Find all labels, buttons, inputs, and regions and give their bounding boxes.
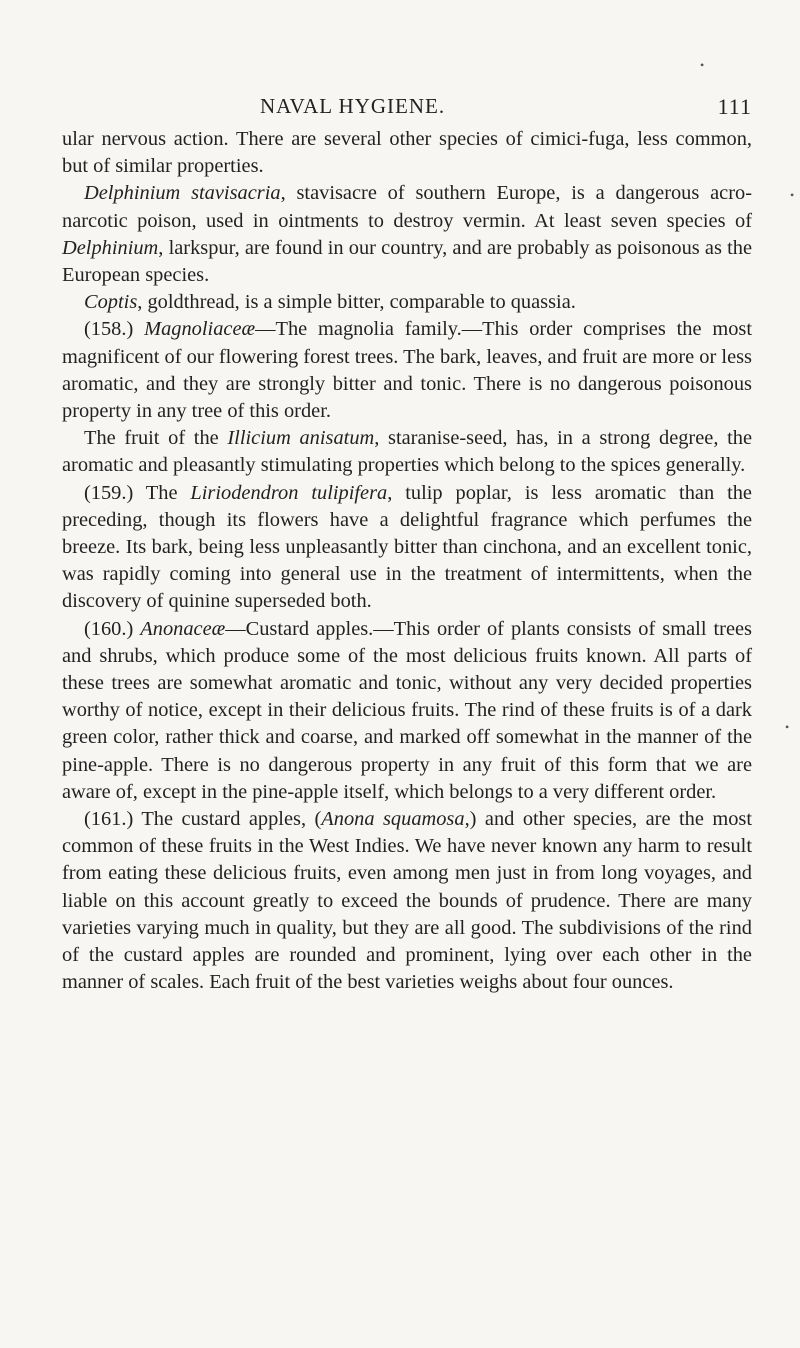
latin-name: Anona squamosa xyxy=(321,808,465,831)
latin-name: Magnoliaceæ xyxy=(144,318,256,341)
text-run: ,) and other species, are the most common of these fruits in the West Indies. We have never known any harm to result from eating these delicious fruits, even among men just in from long voyages, and liable on this account greatly to exceed the bounds of prudence. There are many varieties varying much in quality, but they are all good. The subdivisions of the rind of the custard apples are rounded and prominent, lying over each other in the manner of scales. Each fruit of the best varieties weighs about four ounces. xyxy=(62,808,752,994)
paragraph xyxy=(62,616,752,806)
paragraph xyxy=(62,126,752,180)
print-speck: • xyxy=(790,188,795,202)
paragraph xyxy=(62,180,752,289)
print-speck: • xyxy=(785,720,790,734)
paragraph xyxy=(62,316,752,425)
latin-name: Illicium anisatum xyxy=(227,427,375,450)
page-number: 111 xyxy=(717,94,752,119)
text-run: —The magnolia family.—This order comprises the most magnificent of our flowering forest trees. The bark, leaves, and fruit are more or less aromatic, and they are strongly bitter and tonic. There is no dangerous poisonous property in any tree of this order. xyxy=(62,318,752,423)
paragraph xyxy=(62,289,752,316)
text-run: , tulip poplar, is less aromatic than the preceding, though its flowers have a delightful fragrance which perfumes the breeze. Its bark, being less unpleasantly bitter than cinchona, and an excellent tonic, was rapidly coming into general use in the treatment of intermittents, when the discovery of quinine superseded both. xyxy=(62,481,752,613)
latin-name: Delphinium stavisacria xyxy=(84,182,281,205)
print-speck: • xyxy=(700,58,705,72)
latin-name: Liriodendron tulipifera xyxy=(190,481,388,504)
running-head xyxy=(62,92,752,126)
latin-name: Anonaceæ xyxy=(140,617,226,640)
text-run: , stavisacre of southern Europe, is a dangerous acro-narcotic poison, used in ointments to destroy vermin. At least seven species of xyxy=(62,182,752,232)
section-number: (160.) xyxy=(84,617,141,640)
text-run: , staranise-seed, has, in a strong degree, the aromatic and pleasantly stimulating properties which belong to the spices generally. xyxy=(62,427,753,477)
paragraph xyxy=(62,425,752,479)
section-number: (161.) The custard apples, ( xyxy=(84,808,322,831)
section-number: (159.) The xyxy=(84,481,191,504)
body-text xyxy=(62,126,752,997)
latin-name: Delphinium xyxy=(62,236,159,259)
section-number: (158.) xyxy=(84,318,145,341)
text-run: , goldthread, is a simple bitter, comparable to quassia. xyxy=(137,291,576,314)
text-run: , larkspur, are found in our country, and are probably as poisonous as the European species. xyxy=(62,236,752,287)
text-run: ular nervous action. There are several other species of cimici-fuga, less common, but of similar properties. xyxy=(62,128,752,178)
paragraph xyxy=(62,806,752,996)
running-head-title: NAVAL HYGIENE. xyxy=(260,94,446,118)
text-run: —Custard apples.—This order of plants consists of small trees and shrubs, which produce some of the most delicious fruits known. All parts of these trees are somewhat aromatic and tonic, without any very decided properties worthy of notice, except in their delicious fruits. The rind of these fruits is of a dark green color, rather thick and coarse, and marked off somewhat in the manner of the pine-apple. There is no dangerous property in any fruit of this form that we are aware of, except in the pine-apple itself, which belongs to a very different order. xyxy=(62,617,752,803)
book-page xyxy=(62,92,752,997)
latin-name: Coptis xyxy=(84,291,138,314)
paragraph xyxy=(62,480,752,616)
text-run: The fruit of the xyxy=(84,427,228,450)
